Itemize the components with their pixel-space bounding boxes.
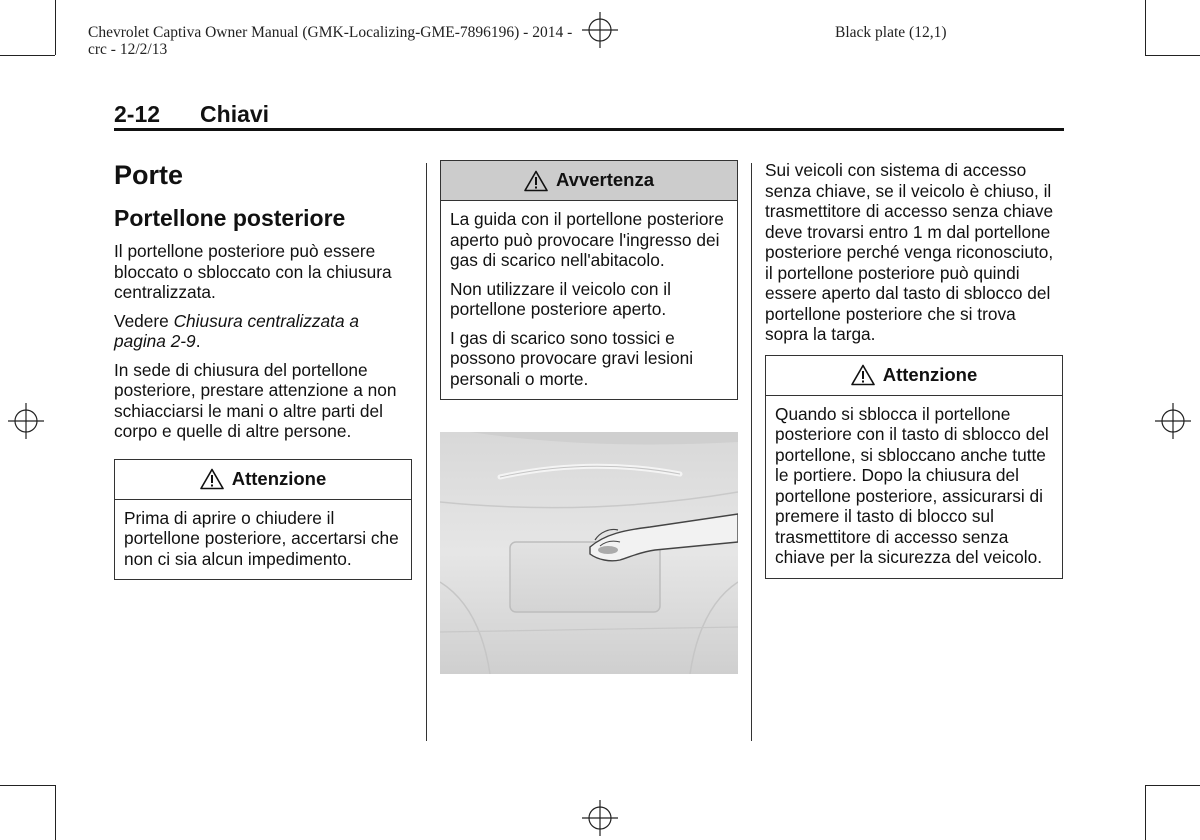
crop-mark [55,0,56,55]
registration-mark-icon [8,403,44,439]
print-header-right: Black plate (12,1) [835,24,947,41]
warning-triangle-icon [524,170,548,192]
cross-reference-link[interactable]: Chiusura centralizzata a pagina 2-9 [114,310,359,351]
attention-text: Quando si sblocca il portellone posteriore con il tasto di sblocco del portellone, si sbloccano anche tutte le portiere. Dopo la chiusura del portellone posteriore, assicurarsi di premere il tasto di blocco sul trasmettitore di accesso senza chiave per la sicurezza del veicolo. [775,403,1049,567]
column-divider [426,163,427,741]
warning-box-header [441,161,737,201]
crop-mark [1145,55,1200,56]
crop-mark [1145,785,1146,840]
column-2 [440,160,738,674]
attention-box [765,355,1063,579]
attention-box [114,459,412,581]
running-head [114,101,269,128]
print-header-line: crc - 12/2/13 [88,41,168,58]
warning-box-title: Avvertenza [555,169,655,191]
column-divider [751,163,752,741]
column-3 [765,160,1063,579]
warning-box [440,160,738,400]
attention-box-body [115,500,411,580]
warning-triangle-icon [200,468,224,490]
print-header-left [88,24,572,58]
body-paragraph: In sede di chiusura del portellone posteriore, prestare attenzione a non schiacciarsi le mani o altre parti del corpo e quelle di altre persone. [114,359,397,441]
subsection-title: Portellone posteriore [114,205,346,231]
crop-mark [0,785,55,786]
crop-mark [0,55,55,56]
warning-triangle-icon [851,364,875,386]
registration-mark-icon [582,800,618,836]
attention-text: Prima di aprire o chiudere il portellone posteriore, accertarsi che non ci sia alcun impedimento. [124,507,399,569]
reference-suffix: . [195,331,201,351]
cross-reference-paragraph [114,311,412,352]
crop-mark [55,785,56,840]
page-number: 2-12 [114,101,161,127]
attention-box-header [115,460,411,500]
section-title: Porte [114,160,184,190]
attention-box-title: Attenzione [882,363,978,385]
registration-mark-icon [1155,403,1191,439]
body-paragraph: Il portellone posteriore può essere bloccato o sbloccato con la chiusura centralizzata. [114,241,392,302]
attention-box-body [766,396,1062,578]
body-paragraph: Sui veicoli con sistema di accesso senza chiave, se il veicolo è chiuso, il trasmettitore di accesso senza chiave deve trovarsi entro 1 m dal portellone posteriore perché venga riconosciuto, il portellone posteriore può quindi essere aperto dal tasto di sblocco del portellone posteriore che si trova sopra la targa. [765,160,1054,344]
print-header-line: Chevrolet Captiva Owner Manual (GMK-Localizing-GME-7896196) - 2014 - [88,24,573,41]
attention-box-header [766,356,1062,396]
registration-mark-icon [582,12,618,48]
warning-text: I gas di scarico sono tossici e possono provocare gravi lesioni personali o morte. [450,327,694,389]
warning-box-body [441,201,737,399]
warning-text: La guida con il portellone posteriore aperto può provocare l'ingresso dei gas di scarico nell'abitacolo. [450,209,724,270]
tailgate-release-illustration [440,432,738,674]
reference-prefix: Vedere [114,310,174,331]
chapter-title: Chiavi [200,101,270,127]
column-1 [114,160,412,580]
crop-mark [1145,0,1146,55]
warning-text: Non utilizzare il veicolo con il portellone posteriore aperto. [450,278,671,319]
crop-mark [1145,785,1200,786]
attention-box-title: Attenzione [231,467,327,489]
header-rule [114,128,1064,131]
